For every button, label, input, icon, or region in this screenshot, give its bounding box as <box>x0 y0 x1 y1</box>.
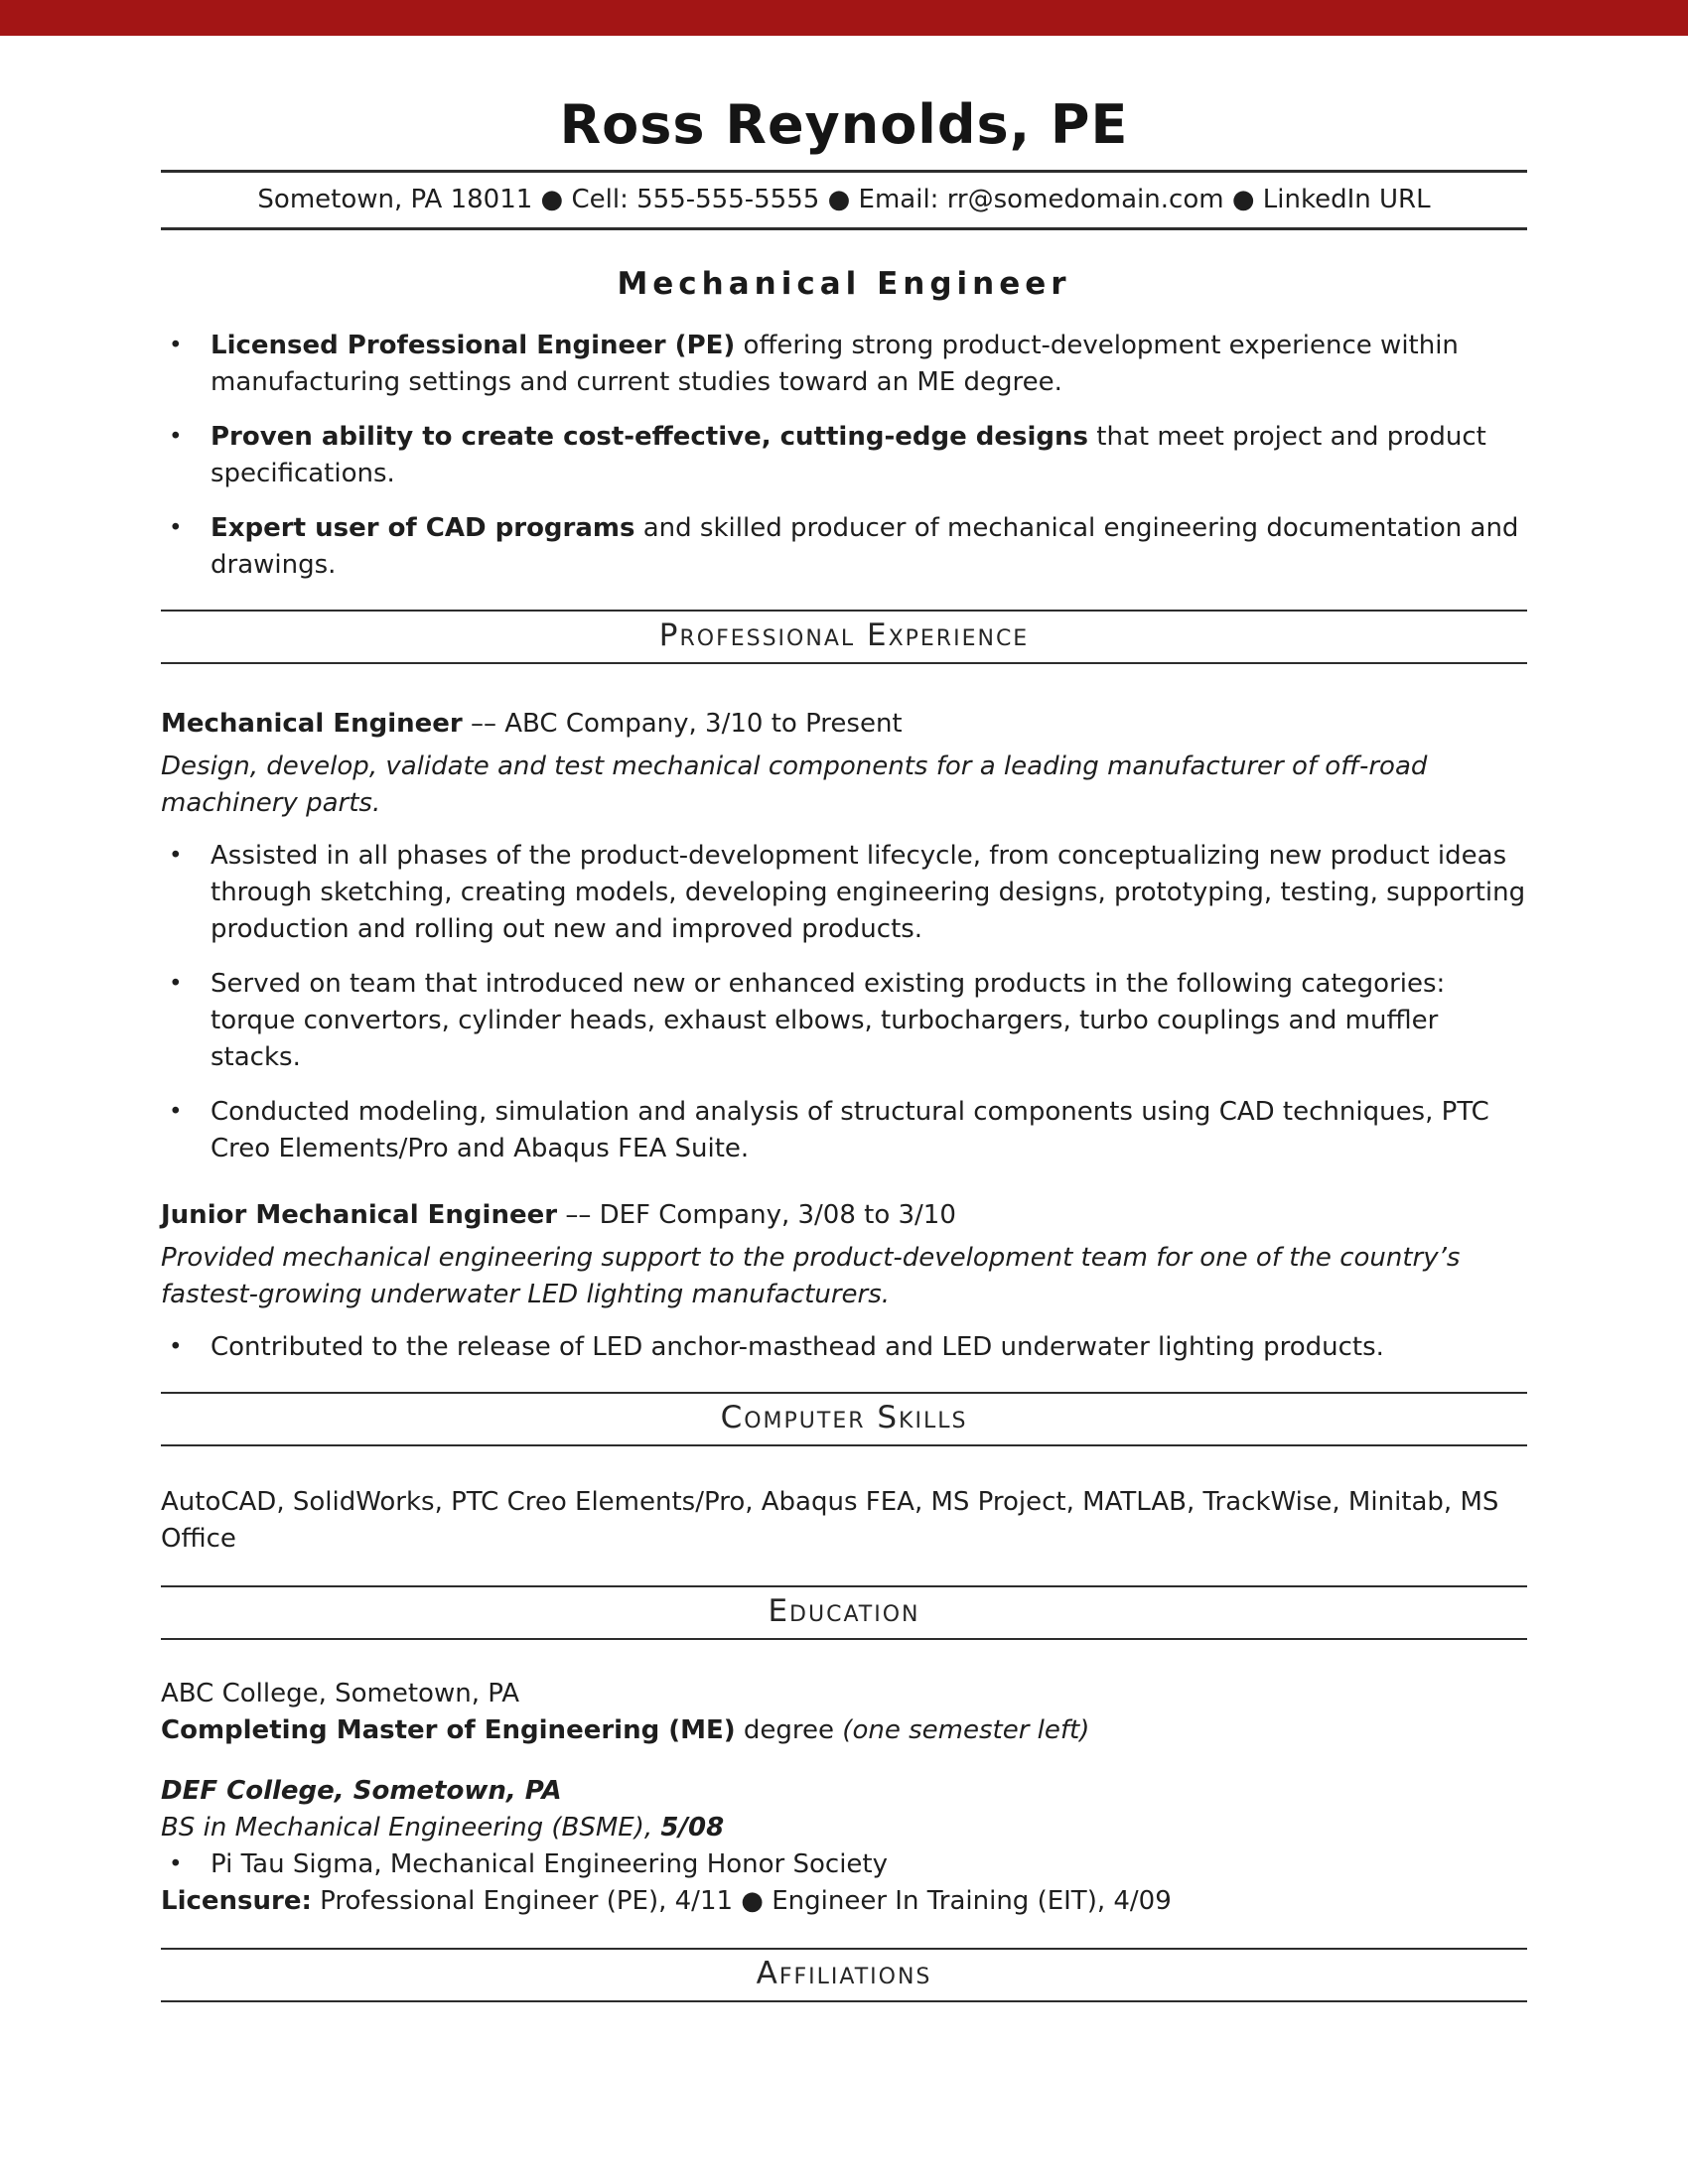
education-section <box>161 1676 1527 1920</box>
section-heading-label: Affiliations <box>756 1956 932 1991</box>
education-bullet <box>161 1846 1527 1883</box>
job-bullet <box>161 966 1527 1076</box>
education-degree-mid: degree <box>735 1715 843 1745</box>
education-college-block <box>161 1773 1527 1883</box>
job-title: Junior Mechanical Engineer <box>161 1200 558 1230</box>
summary-bullet-rest: offering strong product-development experience within manufacturing settings and current studies toward an ME degree. <box>211 331 1459 397</box>
section-heading-label: Professional Experience <box>658 617 1030 653</box>
candidate-name: Ross Reynolds, PE <box>559 93 1129 156</box>
job-title-line <box>161 706 1527 743</box>
job-bullet-text: Contributed to the release of LED anchor-masthead and LED underwater lighting products. <box>211 1332 1384 1362</box>
section-heading-label: Education <box>768 1593 920 1629</box>
job-description: Design, develop, validate and test mechanical components for a leading manufacturer of off-road machinery parts. <box>161 751 1428 818</box>
summary-bullet-lead: Expert user of CAD programs <box>211 513 635 543</box>
education-college-line: ABC College, Sometown, PA <box>161 1679 520 1708</box>
summary-bullet <box>161 510 1527 584</box>
resume-page <box>0 93 1688 2002</box>
job-title: Mechanical Engineer <box>161 709 463 739</box>
summary-bullet-list <box>161 328 1527 584</box>
bullet-dot-icon: • <box>169 333 183 358</box>
section-heading-label: Computer Skills <box>720 1400 968 1435</box>
education-degree-line <box>161 1712 1527 1749</box>
job-bullet-text: Conducted modeling, simulation and analysis of structural components using CAD techniques, PTC Creo Elements/Pro and Abaqus FEA Suite. <box>211 1097 1489 1163</box>
education-degree-italic: BS in Mechanical Engineering (BSME), <box>161 1813 661 1843</box>
section-heading-affiliations <box>161 1948 1527 2002</box>
computer-skills-text: AutoCAD, SolidWorks, PTC Creo Elements/Pro, Abaqus FEA, MS Project, MATLAB, TrackWise, Minitab, MS Office <box>161 1487 1499 1554</box>
job-title-line <box>161 1197 1527 1234</box>
summary-bullet-text <box>211 419 1527 492</box>
contact-line: Sometown, PA 18011 ● Cell: 555-555-5555 ● Email: rr@somedomain.com ● LinkedIn URL <box>257 185 1431 214</box>
section-heading-education <box>161 1585 1527 1640</box>
top-accent-bar <box>0 0 1688 36</box>
bullet-dot-icon: • <box>169 515 183 541</box>
summary-bullet <box>161 419 1527 492</box>
job-description: Provided mechanical engineering support to the product-development team for one of the country’s fastest-growing underwater LED lighting manufacturers. <box>161 1243 1461 1309</box>
job-bullet <box>161 838 1527 948</box>
divider <box>161 227 1527 230</box>
job-bullet <box>161 1329 1527 1366</box>
role-title: Mechanical Engineer <box>617 266 1071 302</box>
bullet-dot-icon: • <box>169 424 183 450</box>
summary-bullet-lead: Licensed Professional Engineer (PE) <box>211 331 736 360</box>
job-bullet-text: Assisted in all phases of the product-development lifecycle, from conceptualizing new product ideas through sketching, creating models, developing engineering designs, prototyping, testing, supporting production and rolling out new and improved products. <box>211 841 1526 944</box>
summary-bullet-rest: and skilled producer of mechanical engineering documentation and drawings. <box>211 513 1519 580</box>
bullet-dot-icon: • <box>169 1334 183 1360</box>
section-heading-professional-experience <box>161 610 1527 664</box>
job-company-meta: –– DEF Company, 3/08 to 3/10 <box>557 1200 956 1230</box>
bullet-dot-icon: • <box>169 971 183 997</box>
bullet-dot-icon: • <box>169 1099 183 1125</box>
education-college-line: DEF College, Sometown, PA <box>161 1776 562 1806</box>
summary-bullet-lead: Proven ability to create cost-effective, cutting-edge designs <box>211 422 1089 452</box>
licensure-label: Licensure: <box>161 1886 312 1916</box>
education-degree-date: 5/08 <box>660 1813 725 1843</box>
summary-bullet-rest: that meet project and product specifications. <box>211 422 1486 488</box>
licensure-line <box>161 1883 1527 1920</box>
bullet-dot-icon: • <box>169 1851 183 1877</box>
education-bullet-text: Pi Tau Sigma, Mechanical Engineering Honor Society <box>211 1849 888 1879</box>
licensure-text: Professional Engineer (PE), 4/11 ● Engineer In Training (EIT), 4/09 <box>311 1886 1172 1916</box>
education-degree-line <box>161 1810 1527 1846</box>
summary-bullet-text <box>211 328 1527 401</box>
job-company-meta: –– ABC Company, 3/10 to Present <box>462 709 903 739</box>
bullet-dot-icon: • <box>169 843 183 869</box>
job-entry-abc-company <box>161 706 1527 1167</box>
summary-bullet <box>161 328 1527 401</box>
job-bullet <box>161 1094 1527 1167</box>
education-degree-bold: Completing Master of Engineering (ME) <box>161 1715 736 1745</box>
section-heading-computer-skills <box>161 1392 1527 1446</box>
education-degree-note: (one semester left) <box>842 1715 1090 1745</box>
job-entry-def-company <box>161 1197 1527 1366</box>
job-bullet-text: Served on team that introduced new or enhanced existing products in the following categories: torque convertors, cylinder heads, exhaust elbows, turbochargers, turbo couplings and muffler stacks. <box>211 969 1446 1072</box>
summary-bullet-text <box>211 510 1527 584</box>
